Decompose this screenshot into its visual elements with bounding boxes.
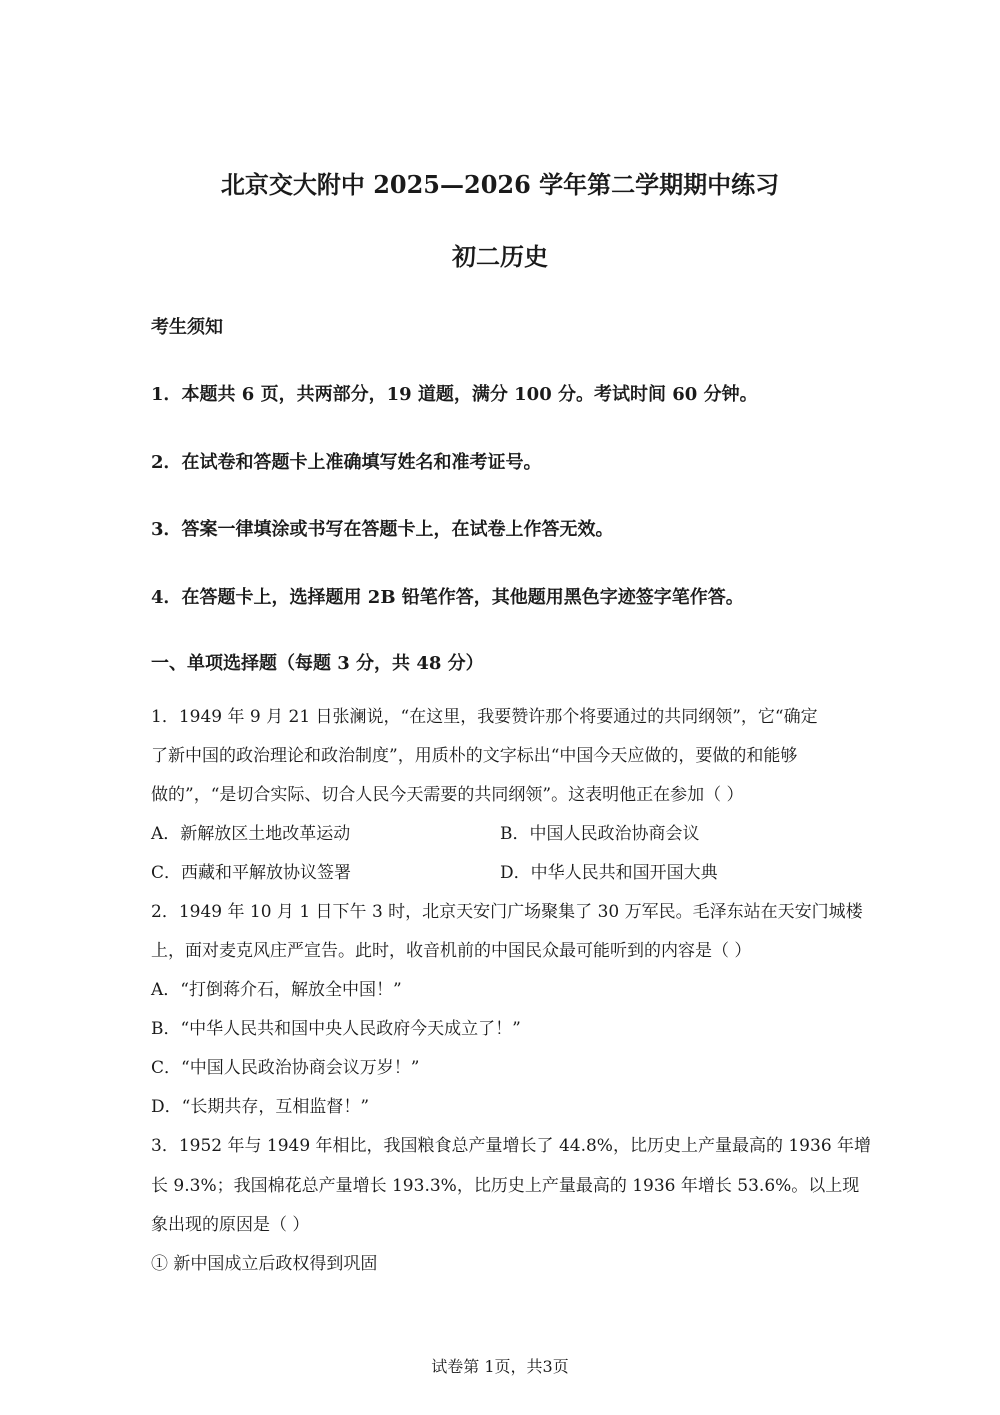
exam-subject: 初二历史: [452, 242, 548, 271]
notice-item: 4．在答题卡上，选择题用 2B 铅笔作答，其他题用黑色字迹签字笔作答。: [151, 587, 744, 608]
question-1-option-b: B．中国人民政治协商会议: [500, 824, 700, 844]
question-2-option-b: B．“中华人民共和国中央人民政府今天成立了！”: [151, 1019, 521, 1039]
question-1-option-d: D．中华人民共和国开国大典: [500, 863, 718, 883]
question-2-option-a: A．“打倒蒋介石，解放全中国！”: [151, 980, 402, 1000]
page-footer: 试卷第 1页，共3页: [431, 1357, 569, 1376]
question-2-text: 2．1949 年 10 月 1 日下午 3 时，北京天安门广场聚集了 30 万军民。毛泽东站在天安门城楼: [151, 902, 863, 922]
notice-item: 1．本题共 6 页，共两部分，19 道题，满分 100 分。考试时间 60 分钟。: [151, 384, 758, 405]
question-1-option-a: A．新解放区土地改革运动: [151, 824, 351, 844]
question-1-text: 了新中国的政治理论和政治制度”，用质朴的文字标出“中国今天应做的，要做的和能够: [151, 746, 798, 766]
notice-heading: 考生须知: [151, 317, 223, 338]
question-3-text: 长 9.3%；我国棉花总产量增长 193.3%，比历史上产量最高的 1936 年增长 53.6%。以上现: [151, 1176, 860, 1196]
question-3-item: ① 新中国成立后政权得到巩固: [151, 1254, 378, 1274]
section-heading: 一、单项选择题（每题 3 分，共 48 分）: [151, 653, 484, 674]
question-3-text: 3．1952 年与 1949 年相比，我国粮食总产量增长了 44.8%，比历史上产量最高的 1936 年增: [151, 1136, 872, 1156]
question-2-text: 上，面对麦克风庄严宣告。此时，收音机前的中国民众最可能听到的内容是（ ）: [151, 941, 752, 961]
notice-item: 2．在试卷和答题卡上准确填写姓名和准考证号。: [151, 452, 542, 473]
exam-title: 北京交大附中 2025—2026 学年第二学期期中练习: [220, 170, 780, 199]
question-1-text: 做的”，“是切合实际、切合人民今天需要的共同纲领”。这表明他正在参加（ ）: [151, 785, 744, 805]
question-2-option-c: C．“中国人民政治协商会议万岁！”: [151, 1058, 420, 1078]
notice-item: 3．答案一律填涂或书写在答题卡上，在试卷上作答无效。: [151, 519, 614, 540]
question-3-text: 象出现的原因是（ ）: [151, 1215, 310, 1235]
question-1-option-c: C．西藏和平解放协议签署: [151, 863, 352, 883]
question-2-option-d: D．“长期共存，互相监督！”: [151, 1097, 370, 1117]
question-1-text: 1．1949 年 9 月 21 日张澜说，“在这里，我要赞许那个将要通过的共同纲领”，它“确定: [151, 707, 818, 727]
